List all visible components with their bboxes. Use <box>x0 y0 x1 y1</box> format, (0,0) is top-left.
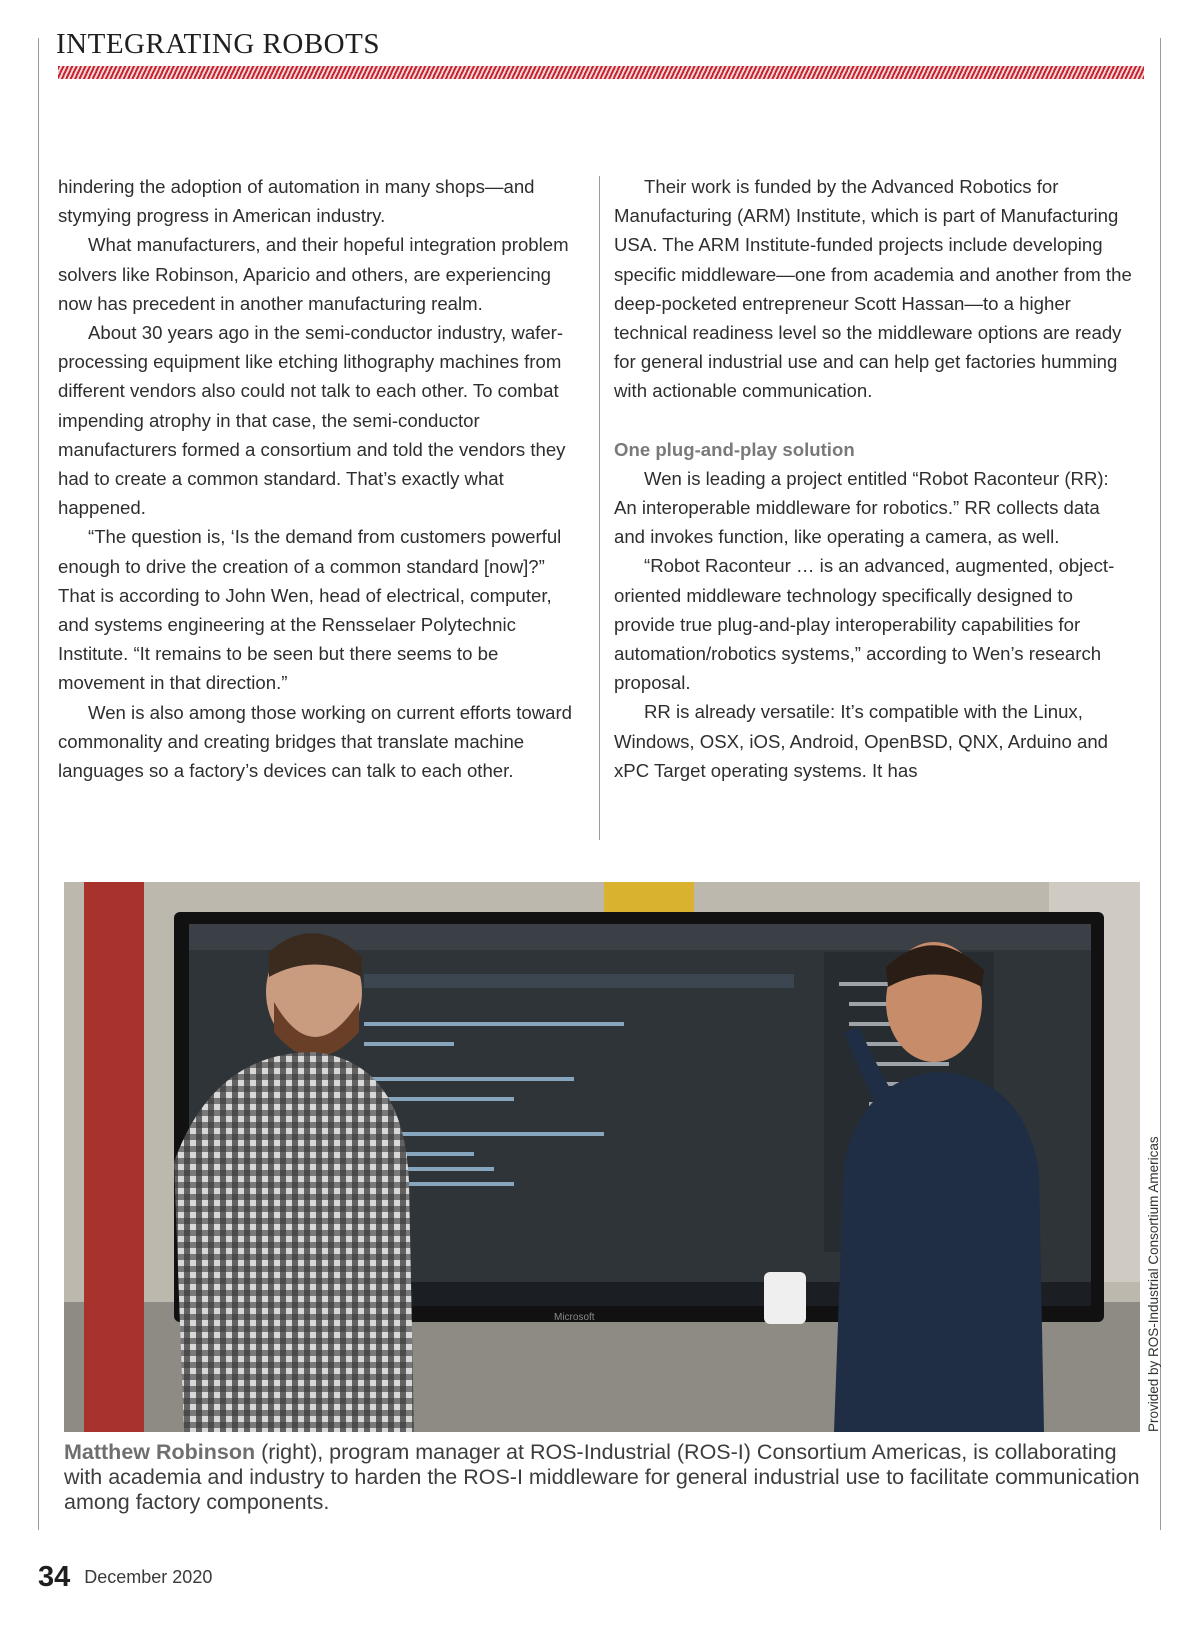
page-border-left <box>38 38 39 1530</box>
header-stripe-rule <box>58 66 1144 79</box>
photo-caption <box>64 1440 1150 1515</box>
article-photo <box>64 882 1140 1432</box>
photo-credit: Provided by ROS-Industrial Consortium Americas <box>1146 1136 1161 1432</box>
right-person-shirt <box>834 1072 1044 1432</box>
red-pillar <box>84 882 144 1432</box>
yellow-beam <box>604 882 694 912</box>
body-paragraph: hindering the adoption of automation in many shops—and stymying progress in American industry. <box>58 176 535 227</box>
left-person-shirt <box>174 1052 414 1432</box>
body-paragraph: About 30 years ago in the semi-conductor industry, wafer-processing equipment like etching lithography machines from different vendors also could not talk to each other. To combat impending atrophy in that case, the semi-conductor manufacturers formed a consortium and told the vendors they had to create a common standard. That’s exactly what happened. <box>58 322 566 519</box>
body-paragraph: What manufacturers, and their hopeful integration problem solvers like Robinson, Aparicio and others, are experiencing now has precedent in another manufacturing realm. <box>58 234 569 314</box>
body-paragraph: Wen is also among those working on current efforts toward commonality and creating bridges that translate machine languages so a factory’s devices can talk to each other. <box>58 701 573 782</box>
body-paragraph: Wen is leading a project entitled “Robot Raconteur (RR): An interoperable middleware for robotics.” RR collects data and invokes function, like operating a camera, as well. <box>614 467 1109 548</box>
section-header: INTEGRATING ROBOTS <box>56 28 380 60</box>
monitor-brand-label: Microsoft <box>554 1312 595 1323</box>
subhead: One plug-and-play solution <box>614 438 855 460</box>
body-paragraph: Their work is funded by the Advanced Robotics for Manufacturing (ARM) Institute, which is part of Manufacturing USA. The ARM Institute-funded projects include developing specific middleware—one from academia and another from the deep-pocketed entrepreneur Scott Hassan—to a higher technical readiness level so the middleware options are ready for general industrial use and can help get factories humming with actionable communication. <box>614 176 1132 402</box>
page-footer <box>38 1561 212 1594</box>
issue-date: December 2020 <box>84 1567 213 1587</box>
ide-tab-strip <box>364 974 794 988</box>
body-paragraph: RR is already versatile: It’s compatible with the Linux, Windows, OSX, iOS, Android, OpenBSD, QNX, Arduino and xPC Target operating systems. It has <box>614 701 1109 781</box>
caption-name: Matthew Robinson <box>64 1440 256 1464</box>
photo-illustration <box>64 882 1140 1432</box>
page-number: 34 <box>38 1561 71 1593</box>
caption-text: (right), program manager at ROS-Industrial (ROS-I) Consortium Americas, is collaborating with academia and industry to harden the ROS-I middleware for general industrial use to facilitate communication among factory components. <box>64 1440 1140 1514</box>
body-paragraph: “Robot Raconteur … is an advanced, augmented, object-oriented middleware technology specifically designed to provide true plug-and-play interoperability capabilities for automation/robotics systems,” according to Wen’s research proposal. <box>614 555 1115 694</box>
body-paragraph: “The question is, ‘Is the demand from customers powerful enough to drive the creation of a common standard [now]?” That is according to John Wen, head of electrical, computer, and systems engineering at the Rensselaer Polytechnic Institute. “It remains to be seen but there seems to be movement in that direction.” <box>58 526 562 694</box>
coffee-mug <box>764 1272 806 1324</box>
column-divider <box>599 176 600 840</box>
right-column <box>614 172 1134 785</box>
left-column <box>58 172 578 785</box>
